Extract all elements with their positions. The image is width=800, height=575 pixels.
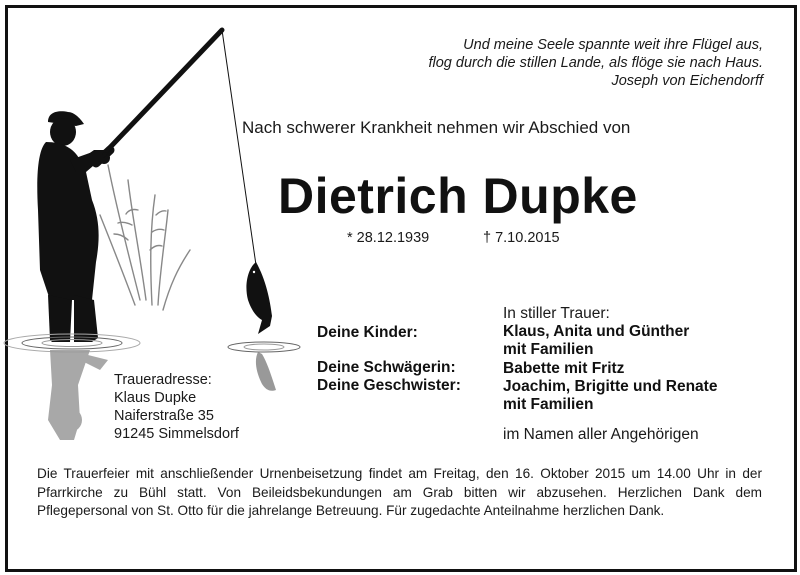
mourner-names-line: mit Familien [503,396,594,413]
relation-sister-in-law: Deine Schwägerin: [317,359,456,376]
fishing-rod-icon [96,30,256,265]
birth-date: * 28.12.1939 [347,230,430,246]
quote-line-2: flog durch die stillen Lande, als flöge sie nach Haus. [428,55,763,71]
address-city: 91245 Simmelsdorf [114,426,239,442]
address-street: Naiferstraße 35 [114,408,214,424]
names-column [503,323,717,414]
fisherman-reflection-icon [48,350,108,440]
fish-reflection-icon [256,352,276,391]
fisherman-silhouette-icon [37,111,104,342]
mourning-heading: In stiller Trauer: [503,305,610,322]
water-ripple-right-icon [228,342,300,352]
mourner-names-line: Joachim, Brigitte und Renate [503,378,718,395]
intro-text: Nach schwerer Krankheit nehmen wir Abschied von [242,118,631,137]
water-ripple-left-icon [4,334,140,352]
mourning-address [114,371,239,443]
deceased-name: Dietrich Dupke [278,168,638,224]
mourner-names-line: Klaus, Anita und Günther [503,323,690,340]
relation-children: Deine Kinder: [317,324,418,341]
closing-line: im Namen aller Angehörigen [503,426,699,443]
quote-author: Joseph von Eichendorff [611,73,763,89]
relation-siblings: Deine Geschwister: [317,377,461,394]
quote-block [428,36,763,90]
quote-line-1: Und meine Seele spannte weit ihre Flügel aus, [463,37,763,53]
funeral-notice: Die Trauerfeier mit anschließender Urnenbeisetzung findet am Freitag, den 16. Oktober 2015 um 14.00 Uhr in der Pfarrkirche zu Bühl statt. Von Beileidsbekundungen am Grab bitten wir abzusehen. Herzlichen Dank dem Pflegepersonal von St. Otto für die jahrelange Betreuung. Für zugedachte Anteilnahme herzlichen Dank. [37,466,762,518]
address-name: Klaus Dupke [114,390,197,406]
death-date: † 7.10.2015 [483,230,560,246]
mourner-names-line: Babette mit Fritz [503,360,625,377]
reeds-icon [100,165,190,310]
mourner-names-line: mit Familien [503,341,594,358]
relations-column [317,323,461,394]
address-label: Traueradresse: [114,372,212,388]
fish-icon [246,262,272,334]
